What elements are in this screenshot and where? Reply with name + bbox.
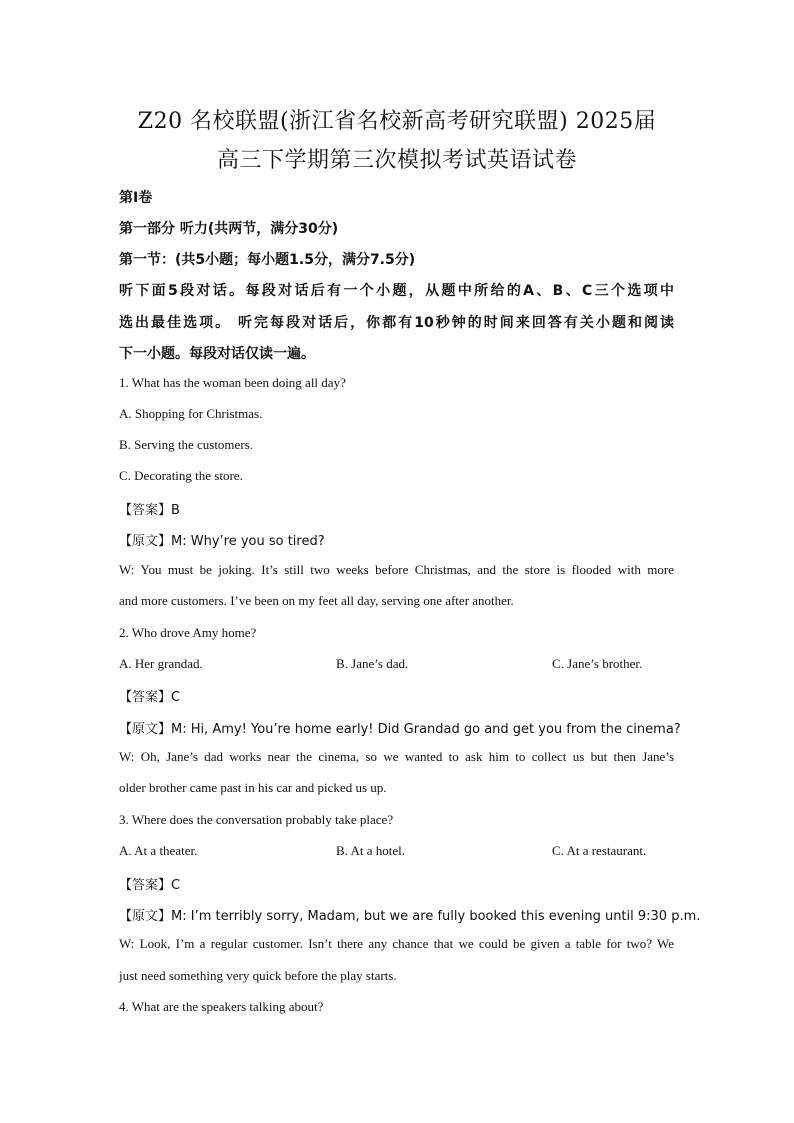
section-heading: 第一节：(共5小题；每小题1.5分，满分7.5分) bbox=[119, 252, 416, 268]
transcript-line: 【原文】M: I’m terribly sorry, Madam, but we are fully booked this evening until 9:30 p.m. bbox=[119, 909, 701, 924]
option-b: B. Jane’s dad. bbox=[336, 656, 409, 671]
document-title: Z20 名校联盟(浙江省名校新高考研究联盟) 2025届 bbox=[137, 109, 657, 134]
transcript-line: W: Look, I’m a regular customer. Isn’t there any chance that we could be given a table for two? We bbox=[119, 936, 674, 951]
part-heading: 第一部分 听力(共两节，满分30分) bbox=[119, 221, 339, 237]
option-b: B. Serving the customers. bbox=[119, 437, 253, 452]
question-text: 1. What has the woman been doing all day? bbox=[119, 375, 346, 390]
option-a: A. Her grandad. bbox=[119, 656, 203, 671]
question-text: 4. What are the speakers talking about? bbox=[119, 999, 324, 1014]
question-text: 3. Where does the conversation probably take place? bbox=[119, 812, 394, 827]
volume-heading: 第Ⅰ卷 bbox=[119, 190, 153, 206]
instructions-line: 听下面5段对话。每段对话后有一个小题，从题中所给的A、B、C三个选项中 bbox=[119, 283, 674, 299]
option-c: C. At a restaurant. bbox=[552, 843, 647, 858]
instructions-line: 下一小题。每段对话仅读一遍。 bbox=[119, 346, 315, 362]
question-text: 2. Who drove Amy home? bbox=[119, 625, 257, 640]
transcript-line: W: Oh, Jane’s dad works near the cinema, so we wanted to ask him to collect us but then Jane’s bbox=[119, 749, 674, 764]
transcript-line: 【原文】M: Hi, Amy! You’re home early! Did Grandad go and get you from the cinema? bbox=[119, 722, 681, 737]
option-c: C. Decorating the store. bbox=[119, 468, 243, 483]
document-subtitle: 高三下学期第三次模拟考试英语试卷 bbox=[216, 148, 577, 173]
option-a: A. At a theater. bbox=[119, 843, 198, 858]
transcript-line: just need something very quick before the play starts. bbox=[119, 968, 397, 983]
answer: 【答案】B bbox=[119, 503, 180, 518]
option-a: A. Shopping for Christmas. bbox=[119, 406, 263, 421]
answer: 【答案】C bbox=[119, 878, 181, 893]
option-c: C. Jane’s brother. bbox=[552, 656, 643, 671]
transcript-line: older brother came past in his car and picked us up. bbox=[119, 780, 387, 795]
transcript-line: and more customers. I’ve been on my feet all day, serving one after another. bbox=[119, 593, 514, 608]
transcript-line: W: You must be joking. It’s still two weeks before Christmas, and the store is flooded with more bbox=[119, 562, 674, 577]
instructions-line: 选出最佳选项。 听完每段对话后，你都有10秒钟的时间来回答有关小题和阅读 bbox=[119, 315, 674, 331]
answer: 【答案】C bbox=[119, 690, 181, 705]
transcript-line: 【原文】M: Why’re you so tired? bbox=[119, 534, 325, 549]
option-b: B. At a hotel. bbox=[336, 843, 405, 858]
